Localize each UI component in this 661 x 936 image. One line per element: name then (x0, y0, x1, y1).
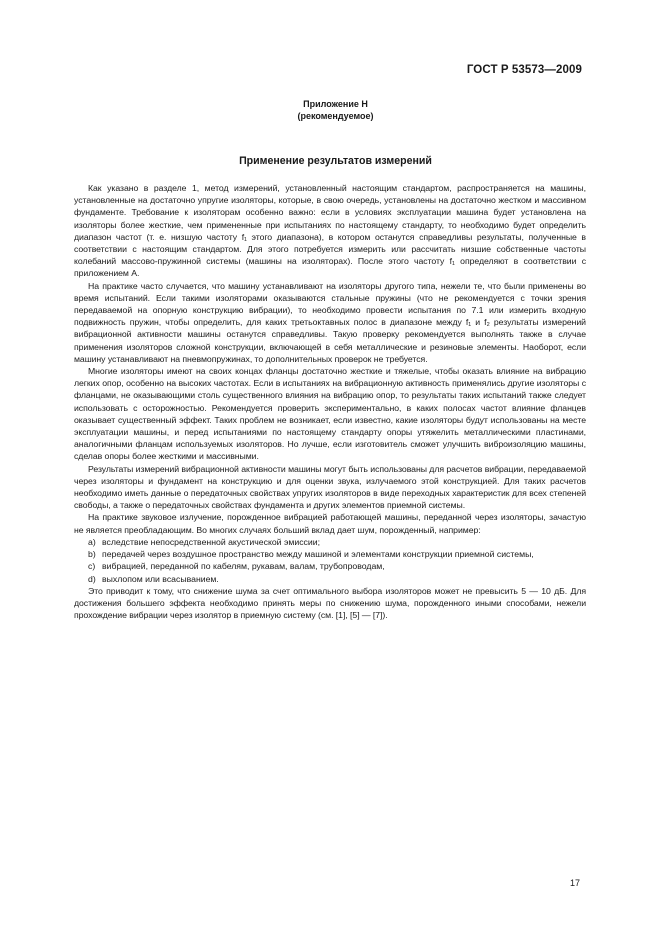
list-marker: a) (88, 536, 96, 547)
annex-status: (рекомендуемое) (297, 111, 374, 121)
section-heading: Применение результатов измерений (239, 155, 432, 167)
list-item (74, 536, 586, 548)
list-item (74, 548, 586, 560)
paragraph-other-isolators: На практике часто случается, что машину устанавливают на изоляторы другого типа, нежели те, что были применены во время испытаний. Если такими изоляторами оказываются стальные пружины (что не рекомендуется с точки зрения передаваемой на опорную конструкцию вибрации), то необходимо провести испытания по 7.1 или измерить входную подвижность пружин, чтобы определить, для каких третьоктавных полос в диапазоне между f₁ и f₂ результаты измерений вибрационной активности машины останутся справедливы. Такую проверку рекомендуется выполнять также в случае применения изоляторов сложной конструкции, включающей в себя металлические и резиновые элементы. Наоборот, если машину устанавливают на пневмопружинах, то дополнительных проверок не требуется. (74, 280, 586, 364)
list-item-text: передачей через воздушное пространство между машиной и элементами конструкции приемной системы, (102, 549, 534, 560)
page-number: 17 (569, 878, 580, 888)
paragraph-scope: Как указано в разделе 1, метод измерений, установленный настоящим стандартом, распространяется на машины, установленные на достаточно упругие изоляторы, которые, в свою очередь, установлены на достаточно жестком и массивном фундаменте. Требование к изоляторам особенно важно: если в условиях эксплуатации машина будет установлена на изоляторы более жесткие, чем примененные при испытаниях по настоящему стандарту, то необходимо будет определить диапазон частот (т. е. низшую частоту f₁ этого диапазона), в котором останутся справедливы результаты, полученные в соответствии с настоящим стандартом. Для этого потребуется измерить или рассчитать низшие собственные частоты колебаний массово-пружинной системы (машины на изоляторах). После этого частоту f₁ определяют в соответствии с приложением А. (74, 183, 586, 279)
paragraph-noise-sources: На практике звуковое излучение, порожденное вибрацией работающей машины, переданной через изоляторы, зачастую не является преобладающим. Во многих случаях больший вклад дает шум, порожденный, например: (74, 512, 586, 535)
body-text (74, 182, 586, 621)
list-marker: d) (88, 573, 96, 584)
list-item (74, 560, 586, 572)
list-item (74, 573, 586, 585)
paragraph-flanges: Многие изоляторы имеют на своих концах фланцы достаточно жесткие и тяжелые, чтобы оказать влияние на вибрацию легких опор, особенно на высоких частотах. Если в испытаниях на вибрационную активность применялись другие изоляторы с фланцами, не оказывающими столь существенного влияния на вибрацию опор, то результаты таких испытаний также следует использовать с осторожностью. Рекомендуется проверить экспериментально, в каких полосах частот влияние фланцев оказывает существенный эффект. Таких проблем не возникает, если известно, какие изоляторы будут использованы на месте эксплуатации машины, и перед испытаниями по настоящему стандарту опоры утяжелить металлическими пластинами, аналогичными фланцам используемых изоляторов. Но лучше, если изготовитель сможет улучшить виброизоляцию машины, сделав опоры более жесткими и массивными. (74, 366, 586, 462)
paragraph-calculations: Результаты измерений вибрационной активности машины могут быть использованы для расчетов вибрации, передаваемой через изоляторы и фундамент на конструкцию и для оценки звука, излучаемого этой конструкцией. Для таких расчетов необходимо иметь данные о передаточных свойствах упругих изоляторов в виде переходных характеристик для всех степеней свободы, а также о передаточных свойствах фундамента и других элементов приемной системы. (74, 463, 586, 511)
paragraph-conclusion: Это приводит к тому, что снижение шума за счет оптимального выбора изоляторов может не превысить 5 — 10 дБ. Для достижения большего эффекта необходимо принять меры по снижению шума, порожденного иными способами, нежели прохождение вибрации через изолятор в приемную систему (см. [1], [5] — [7]). (74, 585, 586, 621)
annex-header (0, 98, 661, 122)
annex-title: Приложение Н (303, 99, 368, 109)
standard-designation: ГОСТ Р 53573—2009 (466, 64, 582, 76)
list-marker: c) (88, 561, 96, 572)
list-marker: b) (88, 549, 96, 560)
list-item-text: вследствие непосредственной акустической эмиссии; (102, 536, 321, 547)
list-item-text: вибрацией, переданной по кабелям, рукавам, валам, трубопроводам, (102, 561, 385, 572)
noise-source-list (74, 536, 586, 585)
list-item-text: выхлопом или всасыванием. (102, 573, 219, 584)
